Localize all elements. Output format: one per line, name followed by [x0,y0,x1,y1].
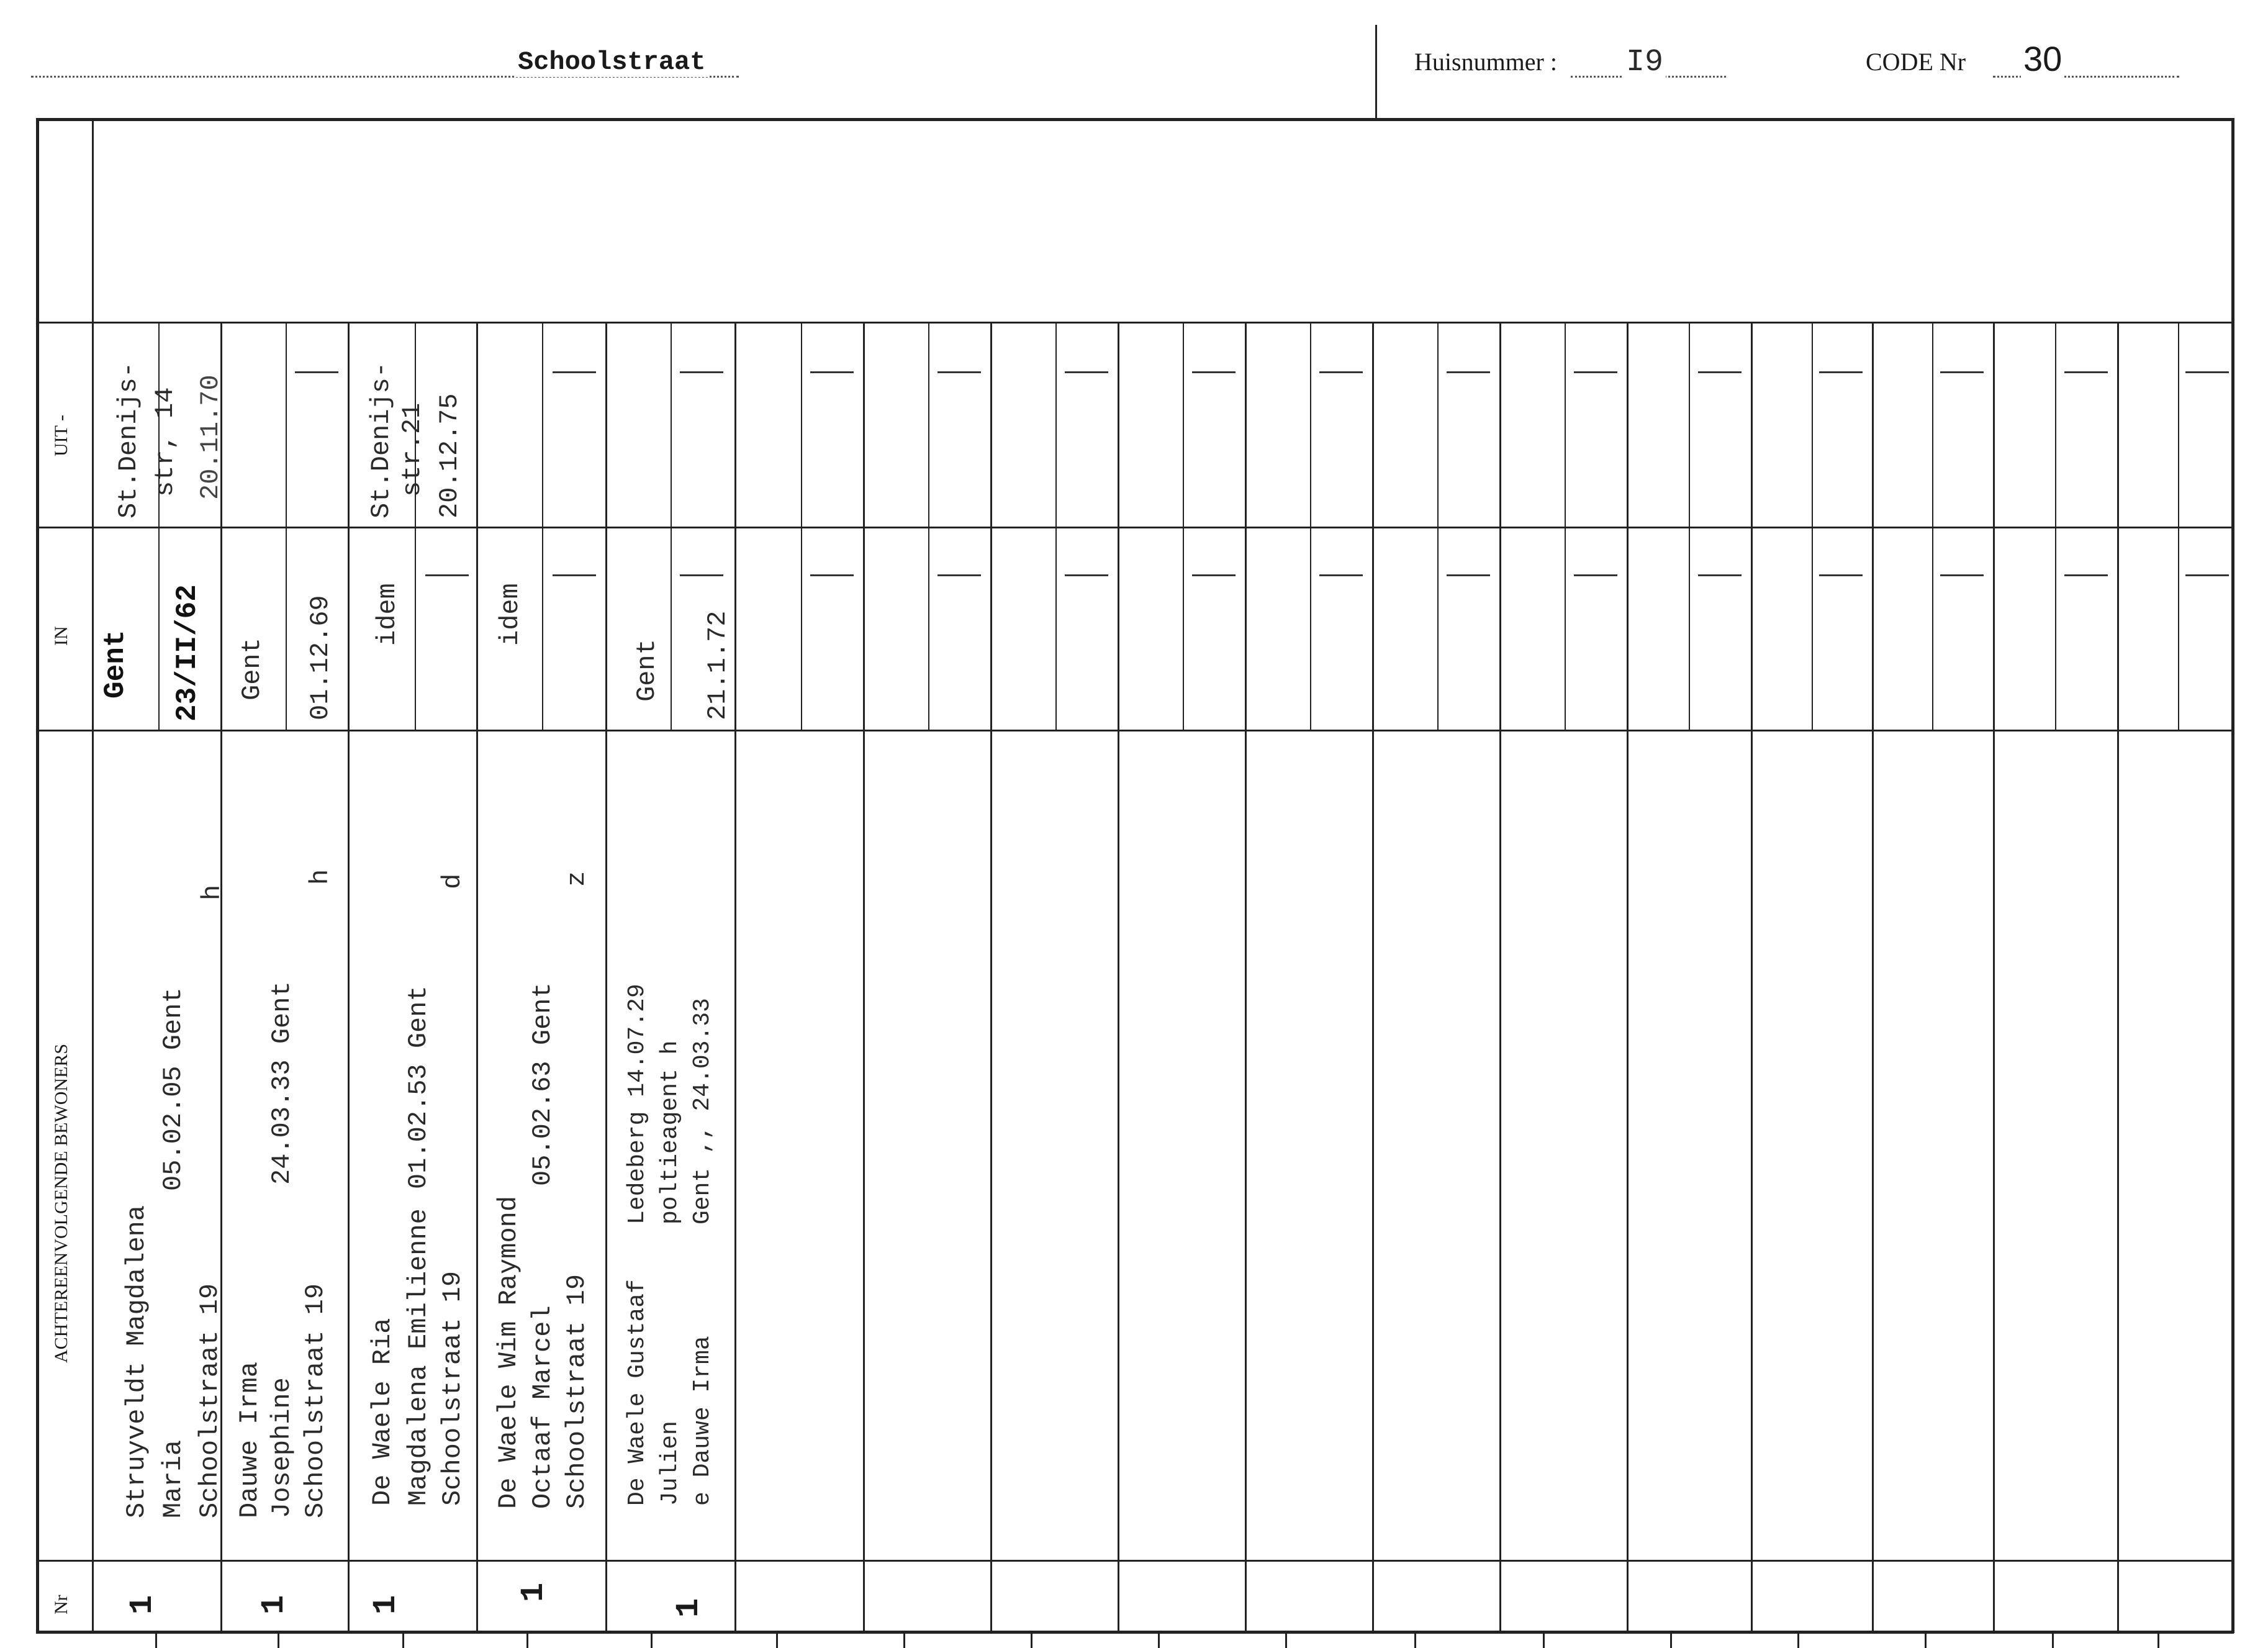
record-3-in-place: idem [373,583,402,646]
record-1-nr: 1 [124,1595,161,1614]
record-2-in-date: 01.12.69 [305,595,335,720]
record-4-status: z [562,871,592,887]
record-2-line-1: Dauwe Irma [235,1361,264,1518]
record-1-status: h [197,884,227,900]
label-bewoners: ACHTEREENVOLGENDE BEWONERS [51,1043,71,1363]
record-3-birth: 01.02.53 Gent [404,985,433,1189]
record-5-nr: 1 [671,1598,707,1618]
record-5-line-3: e Dauwe Irma [689,1336,716,1506]
record-3-line-1: De Waele Ria [368,1318,397,1506]
record-2-line-3: Schoolstraat 19 [300,1283,330,1518]
record-3-nr: 1 [368,1595,404,1614]
record-5-line-1: De Waele Gustaaf [624,1279,651,1506]
street-name: Schoolstraat [515,47,708,77]
record-5-in-place: Gent [632,639,662,702]
record-1-line-1: Struyveldt Magdalena [122,1205,151,1518]
record-3-line-2: Magdalena Emilienne [404,1208,433,1506]
record-4-line-2: Octaaf Marcel [528,1305,558,1509]
record-3-uit-place-2: str.21 [397,402,427,497]
code-value: 30 [2021,38,2064,79]
record-3-status: d [438,873,468,889]
record-3-line-3: Schoolstraat 19 [438,1270,468,1506]
label-in: IN [51,626,71,646]
record-4-in-place: idem [495,583,525,646]
record-2-birth: 24.03.33 Gent [267,981,297,1185]
record-1-line-3: Schoolstraat 19 [195,1283,225,1518]
record-3-uit-place-1: St.Denijs- [366,361,396,518]
label-nr: Nr [51,1595,71,1614]
record-1-uit-date: 20.11.70 [196,374,225,500]
record-4-line-3: Schoolstraat 19 [562,1274,592,1509]
record-1-in-date: 23/II/62 [171,584,204,722]
record-5-line-2: Julien [657,1421,684,1506]
record-2-line-2: Josephine [267,1377,297,1518]
record-1-line-2: Maria [158,1439,188,1518]
record-3-uit-date: 20.12.75 [435,393,464,518]
record-5-detail-3: Gent ,, 24.03.33 [689,998,716,1225]
record-5-detail-1: Ledeberg 14.07.29 [624,984,651,1225]
record-2-in-place: Gent [237,638,267,700]
record-1-uit-place-2: str, 14 [150,387,180,497]
huisnummer-label: Huisnummer : [1414,48,1557,76]
huisnummer-value: I9 [1624,45,1666,80]
record-4-birth: 05.02.63 Gent [528,982,558,1186]
label-uit: UIT - [51,415,71,456]
header-divider [1375,25,1377,118]
record-1-in-place: Gent [99,630,132,699]
record-2-nr: 1 [256,1595,292,1614]
record-5-detail-2: poltieagent h [657,1040,684,1225]
code-label: CODE Nr [1866,48,1966,76]
record-4-line-1: De Waele Wim Raymond [494,1195,523,1509]
record-5-in-date: 21.1.72 [703,610,733,720]
record-1-uit-place-1: St.Denijs- [114,361,143,518]
record-1-birth: 05.02.05 Gent [158,987,188,1191]
record-2-status: h [305,869,335,885]
record-4-nr: 1 [515,1582,552,1602]
